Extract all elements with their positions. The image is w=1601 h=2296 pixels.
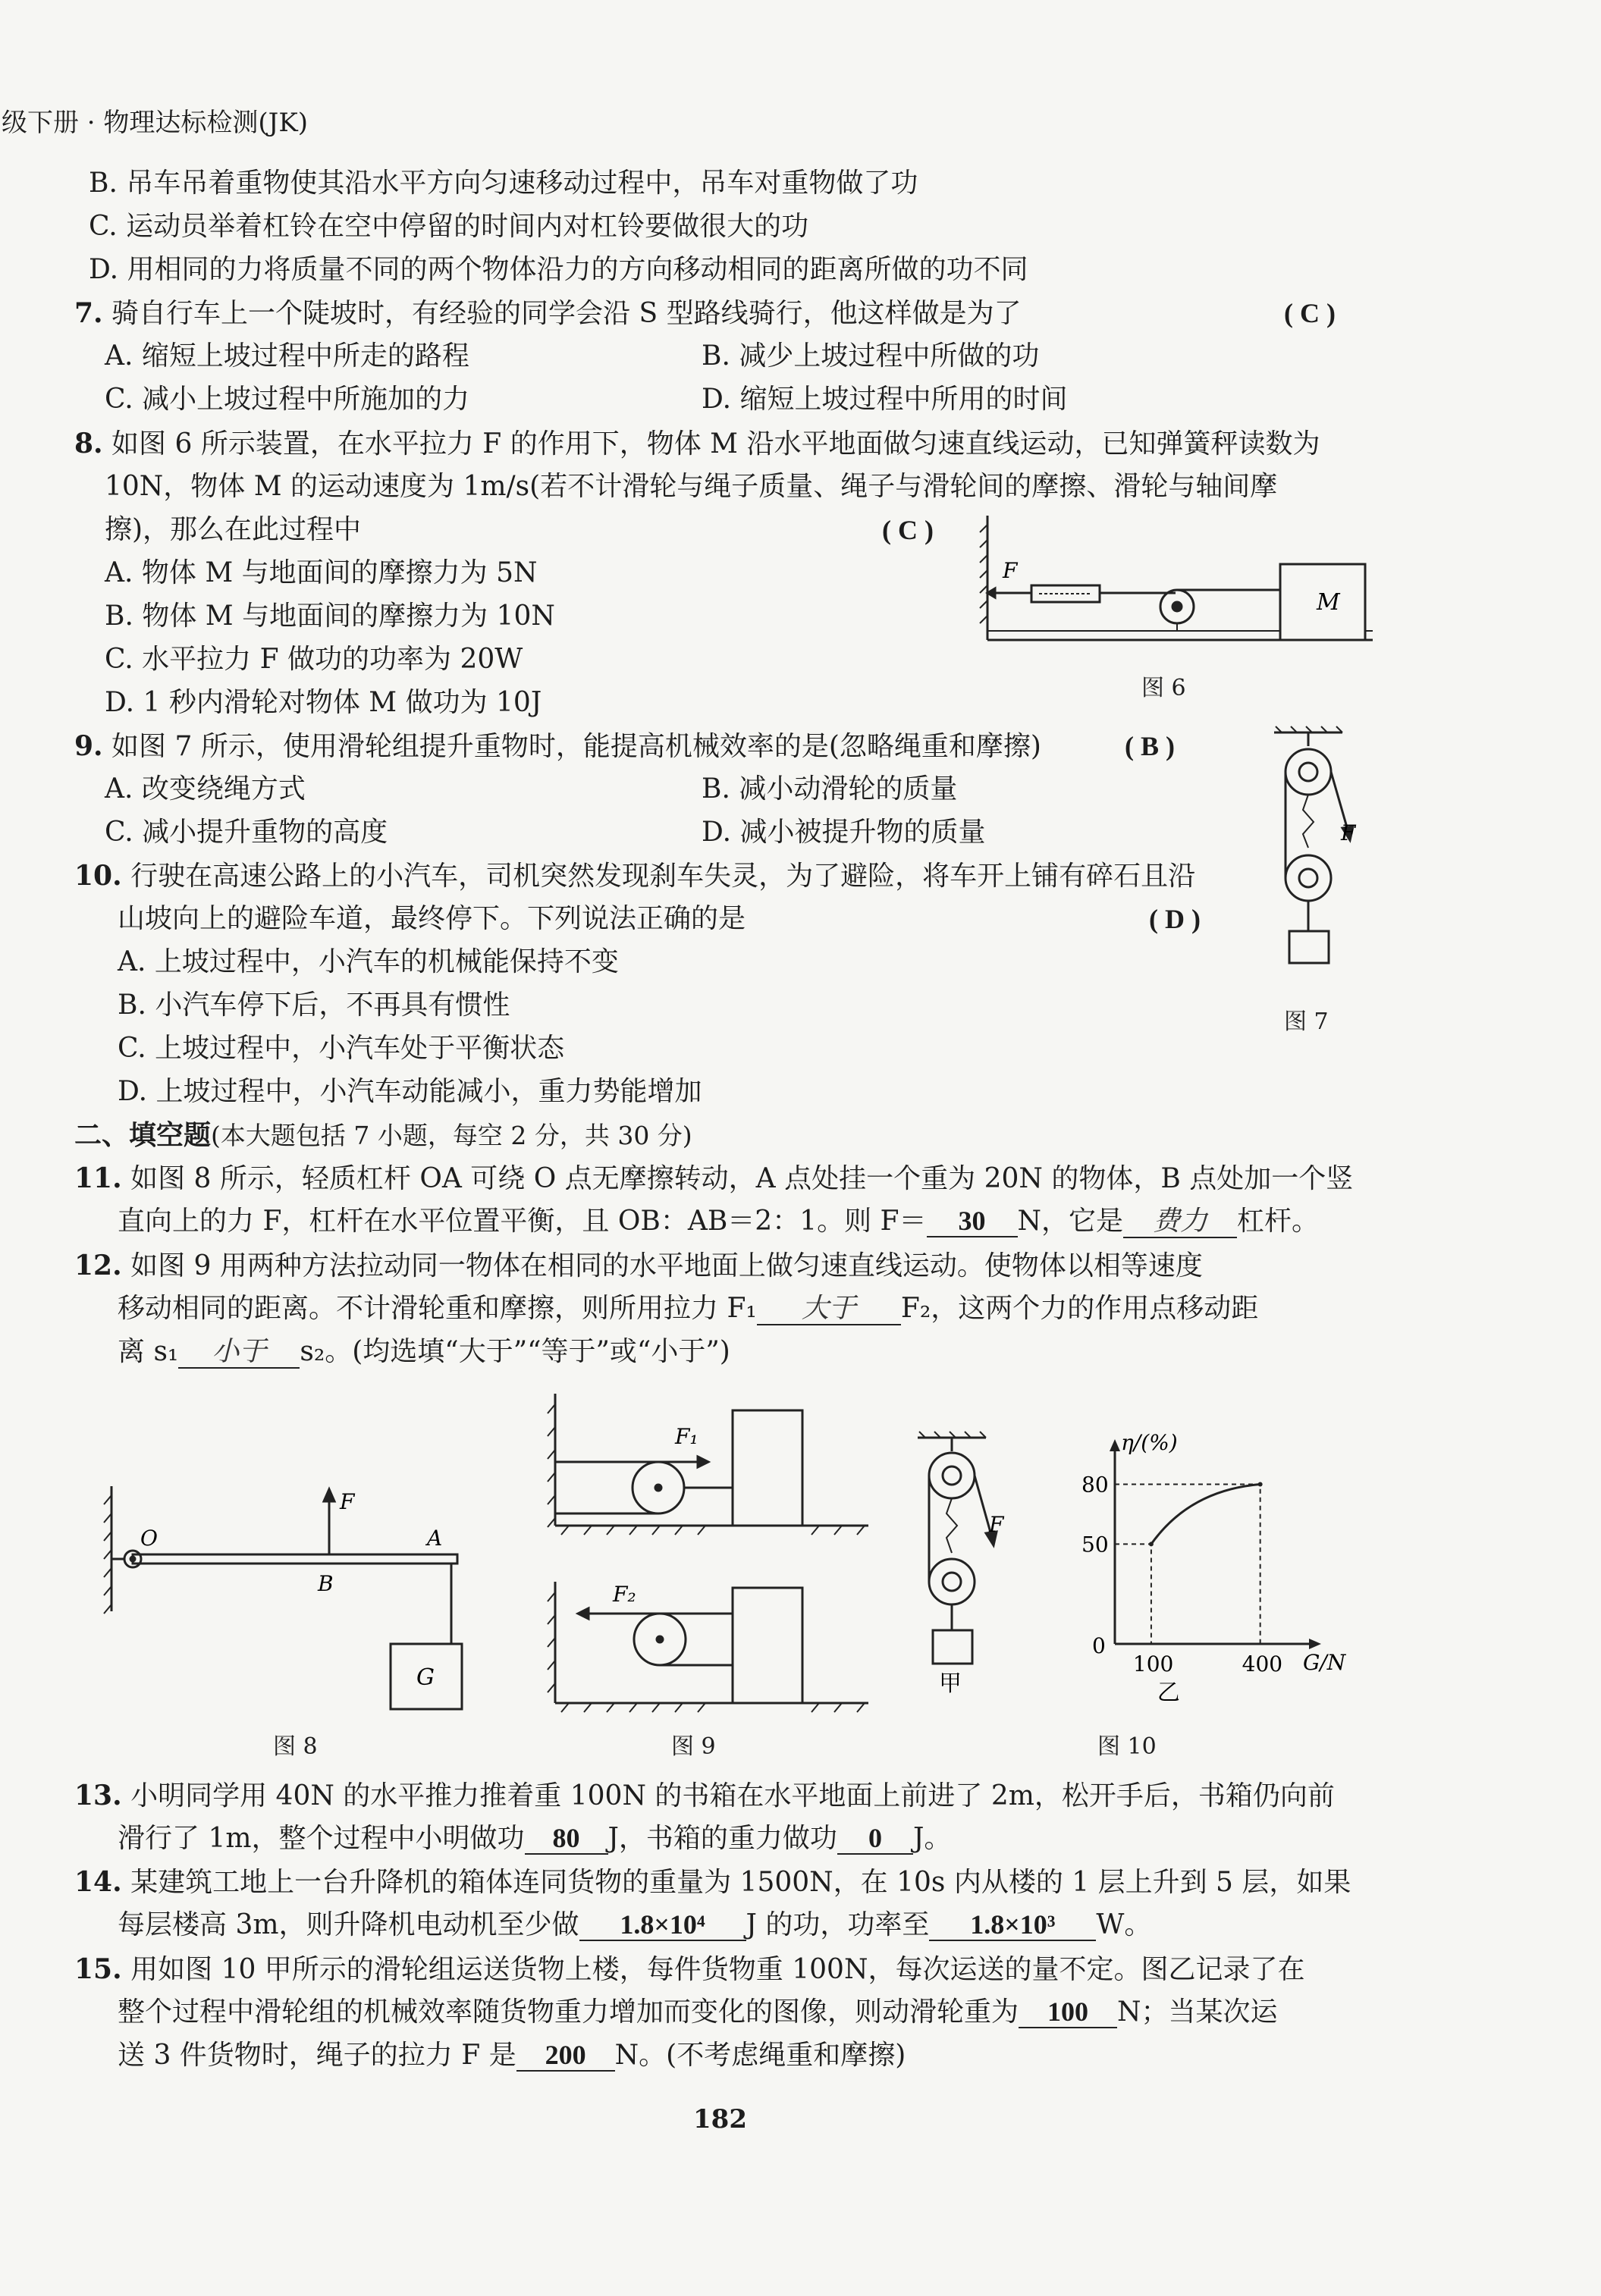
q9-answer: ( B ) <box>1125 731 1175 761</box>
page-number: 182 <box>693 2104 747 2134</box>
q9-number: 9. <box>74 730 103 762</box>
q15-line3 <box>118 2037 906 2074</box>
q12-line2 <box>118 1291 1258 1327</box>
chart-xtick-label: 100 <box>1132 1651 1174 1677</box>
fig10-fixed-pulley <box>929 1453 975 1498</box>
q13-text-c: J。 <box>912 1823 952 1854</box>
q12-text-b: F₂，这两个力的作用点移动距 <box>900 1293 1259 1324</box>
q12-text-c: 离 s₁ <box>118 1336 179 1367</box>
fig9-bottom-block <box>733 1588 802 1703</box>
q14-blank-1: 1.8×10⁴ <box>579 1909 746 1941</box>
fig8-lever <box>133 1554 457 1564</box>
q15-text-c: 送 3 件货物时，绳子的拉力 F 是 <box>118 2040 516 2071</box>
figure-10-yi-chart <box>1047 1430 1346 1706</box>
q14-text-b: J 的功，功率至 <box>746 1909 930 1940</box>
fig8-force-arrow <box>324 1489 334 1501</box>
figure-8 <box>102 1479 482 1714</box>
q8-line3: 擦)，那么在此过程中 <box>105 514 362 545</box>
q8-number: 8. <box>74 428 103 460</box>
q15-text-a: 整个过程中滑轮组的机械效率随货物重力增加而变化的图像，则动滑轮重为 <box>118 1996 1019 2028</box>
question-11 <box>74 1160 1353 1197</box>
section-2-note: (本大题包括 7 小题，每空 2 分，共 30 分) <box>211 1121 692 1150</box>
q7-option-b: B. 减少上坡过程中所做的功 <box>702 340 1040 372</box>
chart-label-yi: 乙 <box>1157 1680 1180 1706</box>
q15-blank-1: 100 <box>1019 1996 1117 2028</box>
chart-xtick-label: 0 <box>1092 1633 1106 1658</box>
q8-option-b: B. 物体 M 与地面间的摩擦力为 10N <box>105 601 555 632</box>
q9-stem: 如图 7 所示，使用滑轮组提升重物时，能提高机械效率的是(忽略绳重和摩擦) <box>111 731 1041 762</box>
fig8-label-o: O <box>140 1526 158 1551</box>
q11-blank-1: 30 <box>927 1206 1018 1237</box>
q6-option-d: D. 用相同的力将质量不同的两个物体沿力的方向移动相同的距离所做的功不同 <box>89 254 1028 285</box>
question-8 <box>74 425 1320 463</box>
fig8-label-a: A <box>427 1526 443 1551</box>
fig8-label-b: B <box>318 1571 334 1596</box>
fig7-caption: 图 7 <box>1284 1008 1329 1035</box>
fig9-label-f2: F₂ <box>613 1582 636 1607</box>
q7-number: 7. <box>74 297 103 329</box>
fig7-load <box>1289 931 1329 963</box>
question-10 <box>74 858 1195 895</box>
section-2-title: 二、填空题 <box>74 1119 212 1151</box>
chart-series-line <box>1151 1484 1260 1544</box>
chart-ref-line-start <box>1115 1544 1151 1644</box>
q11-text-a: 直向上的力 F，杠杆在水平位置平衡，且 OB：AB＝2：1。则 F＝ <box>118 1206 927 1237</box>
fig10-label-f: F <box>989 1512 1004 1537</box>
q14-text-c: W。 <box>1096 1909 1152 1940</box>
q11-line1: 如图 8 所示，轻质杠杆 OA 可绕 O 点无摩擦转动，A 点处挂一个重为 20N 的物体，B 点处加一个竖 <box>130 1163 1354 1194</box>
q15-text-b: N；当某次运 <box>1117 1996 1278 2028</box>
q12-blank-2: 小于 <box>178 1337 300 1369</box>
q14-line1: 某建筑工地上一台升降机的箱体连同货物的重量为 1500N，在 10s 内从楼的 1 层上升到 5 层，如果 <box>130 1867 1351 1898</box>
chart-y-arrow <box>1110 1439 1120 1451</box>
q11-blank-2: 费力 <box>1123 1206 1237 1238</box>
q10-option-a: A. 上坡过程中，小汽车的机械能保持不变 <box>118 946 619 977</box>
running-header: 级下册 · 物理达标检测(JK) <box>2 108 308 138</box>
fig9-label-f1: F₁ <box>675 1424 698 1449</box>
q11-line2 <box>118 1203 1319 1240</box>
q13-line2 <box>118 1821 951 1857</box>
question-13 <box>74 1777 1335 1815</box>
q8-answer: ( C ) <box>882 515 934 545</box>
q7-option-c: C. 减小上坡过程中所施加的力 <box>105 384 470 415</box>
question-14 <box>74 1864 1351 1901</box>
q12-line1: 如图 9 用两种方法拉动同一物体在相同的水平地面上做匀速直线运动。使物体以相等速度 <box>130 1250 1203 1281</box>
q10-line2: 山坡向上的避险车道，最终停下。下列说法正确的是 <box>118 903 746 934</box>
q9-option-b: B. 减小动滑轮的质量 <box>702 773 958 805</box>
q15-line2 <box>118 1994 1278 2031</box>
q8-line1: 如图 6 所示装置，在水平拉力 F 的作用下，物体 M 沿水平地面做匀速直线运动，已知弹簧秤读数为 <box>111 428 1320 460</box>
q12-number: 12. <box>74 1250 122 1281</box>
fig8-caption: 图 8 <box>273 1733 318 1760</box>
chart-point-start <box>1149 1542 1154 1546</box>
q15-line1: 用如图 10 甲所示的滑轮组运送货物上楼，每件货物重 100N，每次运送的量不定。图乙记录了在 <box>130 1954 1305 1985</box>
q9-option-c: C. 减小提升重物的高度 <box>105 817 388 848</box>
fig10-caption: 图 10 <box>1097 1733 1157 1760</box>
q9-option-d: D. 减小被提升物的质量 <box>702 817 986 848</box>
q14-number: 14. <box>74 1866 122 1898</box>
q12-line3 <box>118 1334 730 1370</box>
q10-line1: 行驶在高速公路上的小汽车，司机突然发现刹车失灵，为了避险，将车开上铺有碎石且沿 <box>130 861 1196 892</box>
q13-number: 13. <box>74 1780 122 1811</box>
q8-line2: 10N，物体 M 的运动速度为 1m/s(若不计滑轮与绳子质量、绳子与滑轮间的摩擦、滑轮与轴间摩 <box>105 471 1278 502</box>
fig10-movable-pulley <box>929 1559 975 1604</box>
q13-text-a: 滑行了 1m，整个过程中小明做功 <box>118 1823 525 1854</box>
figure-6 <box>978 510 1388 661</box>
q10-answer: ( D ) <box>1149 904 1201 934</box>
q9-option-a: A. 改变绕绳方式 <box>105 773 306 805</box>
q7-answer: ( C ) <box>1284 298 1336 328</box>
q11-text-c: 杠杆。 <box>1237 1206 1320 1237</box>
q11-number: 11. <box>74 1162 122 1194</box>
q13-text-b: J，书箱的重力做功 <box>607 1823 837 1854</box>
fig9-force-arrow-1 <box>698 1457 708 1467</box>
fig7-fixed-pulley <box>1286 749 1331 795</box>
chart-ytick-label: 50 <box>1081 1532 1109 1557</box>
q8-option-c: C. 水平拉力 F 做功的功率为 20W <box>105 644 523 675</box>
fig8-label-f: F <box>340 1489 355 1514</box>
q10-number: 10. <box>74 860 122 892</box>
q7-option-d: D. 缩短上坡过程中所用的时间 <box>702 384 1068 415</box>
fig7-movable-pulley <box>1286 855 1331 901</box>
question-12 <box>74 1247 1203 1284</box>
q14-blank-2: 1.8×10³ <box>929 1909 1096 1941</box>
fig6-label-m: M <box>1317 589 1340 616</box>
q14-line2 <box>118 1907 1151 1943</box>
chart-ytick-label: 80 <box>1081 1472 1109 1498</box>
fig9-caption: 图 9 <box>671 1733 716 1760</box>
q13-blank-1: 80 <box>525 1823 608 1855</box>
fig10-label-jia: 甲 <box>939 1670 962 1697</box>
q13-line1: 小明同学用 40N 的水平推力推着重 100N 的书箱在水平地面上前进了 2m，松开手后，书箱仍向前 <box>130 1780 1335 1811</box>
fig8-label-g: G <box>416 1664 435 1691</box>
fig7-label-f: F <box>1341 820 1356 845</box>
q12-text-a: 移动相同的距离。不计滑轮重和摩擦，则所用拉力 F₁ <box>118 1293 757 1324</box>
section-2-heading <box>74 1117 692 1154</box>
q14-text-a: 每层楼高 3m，则升降机电动机至少做 <box>118 1909 579 1940</box>
question-7 <box>74 295 1022 332</box>
q15-blank-2: 200 <box>516 2040 615 2072</box>
q15-number: 15. <box>74 1953 122 1985</box>
chart-ylabel: η/(%) <box>1121 1430 1178 1455</box>
question-15 <box>74 1951 1304 1988</box>
chart-point-end <box>1258 1482 1263 1486</box>
figure-7 <box>1259 726 1365 984</box>
fig10-load <box>933 1630 972 1664</box>
q7-option-a: A. 缩短上坡过程中所走的路程 <box>105 340 469 372</box>
fig6-label-f: F <box>1003 558 1018 583</box>
q13-blank-2: 0 <box>837 1823 913 1855</box>
q11-text-b: N，它是 <box>1017 1206 1124 1237</box>
q6-option-c: C. 运动员举着杠铃在空中停留的时间内对杠铃要做很大的功 <box>89 211 809 242</box>
q6-option-b: B. 吊车吊着重物使其沿水平方向匀速移动过程中，吊车对重物做了功 <box>89 168 918 199</box>
q10-option-d: D. 上坡过程中，小汽车动能减小，重力势能增加 <box>118 1076 702 1107</box>
figure-9 <box>546 1386 880 1712</box>
chart-x-arrow <box>1309 1639 1321 1649</box>
fig9-top-block <box>733 1410 802 1526</box>
q10-option-c: C. 上坡过程中，小汽车处于平衡状态 <box>118 1033 565 1064</box>
figure-10-jia <box>910 1432 1009 1697</box>
q8-option-a: A. 物体 M 与地面间的摩擦力为 5N <box>105 557 538 588</box>
chart-xlabel: G/N <box>1303 1650 1346 1675</box>
q7-stem: 骑自行车上一个陡坡时，有经验的同学会沿 S 型路线骑行，他这样做是为了 <box>111 298 1022 329</box>
q12-blank-1: 大于 <box>757 1294 901 1325</box>
q12-text-d: s₂。(均选填“大于”“等于”或“小于”) <box>300 1336 730 1367</box>
q10-option-b: B. 小汽车停下后，不再具有惯性 <box>118 990 510 1021</box>
fig9-force-arrow-2 <box>578 1608 589 1619</box>
chart-xtick-label: 400 <box>1242 1651 1283 1677</box>
fig6-caption: 图 6 <box>1141 675 1186 701</box>
q15-text-d: N。(不考虑绳重和摩擦) <box>614 2040 906 2071</box>
question-9 <box>74 728 1041 765</box>
q8-option-d: D. 1 秒内滑轮对物体 M 做功为 10J <box>105 687 542 718</box>
